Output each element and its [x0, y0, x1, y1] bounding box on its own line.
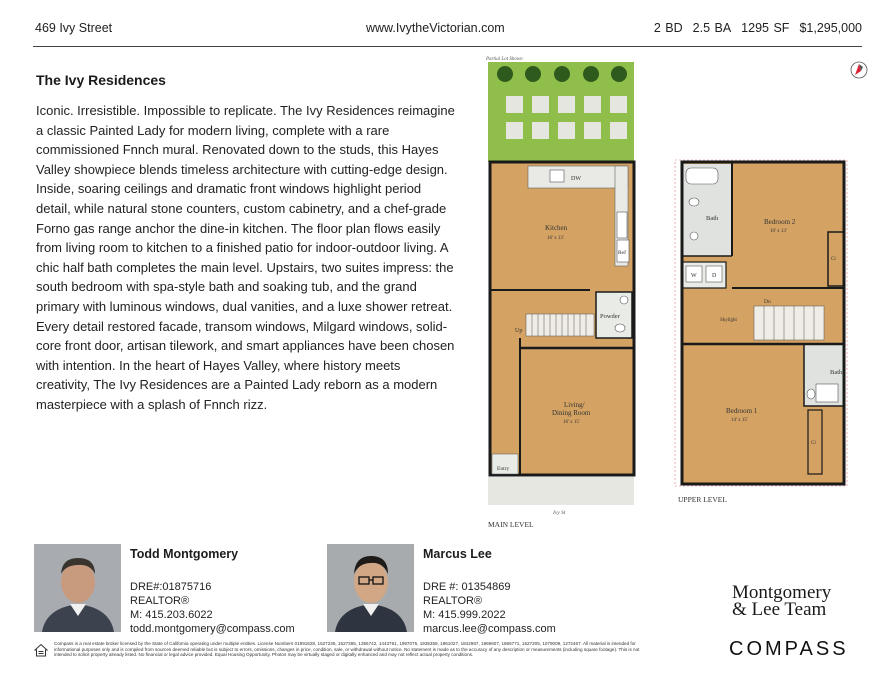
agent-phone-marcus[interactable]: M: 415.999.2022: [423, 609, 506, 621]
brokerage-logo: COMPASS: [729, 638, 849, 660]
living-dim: 16' x 15': [563, 420, 580, 425]
legal-disclaimer: Compass is a real estate broker licensed by the State of California operating under multiple entities. License Numbers 01991628, 1527235, 1527365, 1356742, 1443761, 1997075, 1935359, 1961027, 1842987, 1869607, 1866771, 1527205, 1079009, 1272467. All material is intended for informational purposes only and is compiled from sources deemed reliable but is subject to errors, omissions, changes in price, condition, sale, or withdrawal without notice. No statement is made as to the accuracy of any description or measurements (including square footage). This is not intended to solicit property already listed. No financial or legal advice provided. Equal Housing Opportunity. Photos may be virtually staged or digitally enhanced and may not reflect actual property conditions.: [54, 641, 640, 658]
down-label: Dn: [764, 299, 771, 305]
header-divider: [33, 46, 862, 47]
baths-count: 2.5 BA: [692, 21, 732, 35]
listing-title: The Ivy Residences: [36, 72, 166, 88]
equal-housing-icon: [34, 643, 48, 657]
kitchen-label: Kitchen: [545, 224, 568, 232]
street-label: Ivy St: [553, 510, 566, 516]
team-logo: [732, 584, 831, 618]
agent-name-todd: Todd Montgomery: [130, 547, 239, 561]
sidewalk: [488, 477, 634, 505]
lot-label: Partial Lot Shown: [486, 57, 523, 62]
main-level-label: MAIN LEVEL: [488, 520, 534, 529]
washer-label: W: [691, 273, 697, 279]
agent-phone-todd[interactable]: M: 415.203.6022: [130, 609, 213, 621]
entry-label: Entry: [497, 466, 510, 472]
agent-card-todd: [34, 544, 314, 640]
agent-title-marcus: REALTOR®: [423, 595, 483, 607]
upper-level-label: UPPER LEVEL: [678, 495, 727, 504]
team-name-line2: & Lee Team: [732, 599, 827, 620]
agent-photo-todd: [34, 544, 121, 632]
closet-label: Cl: [831, 257, 836, 262]
listing-description: Iconic. Irresistible. Impossible to replicate. The Ivy Residences reimagine a classic Painted Lady for modern living, complete with a rare commissioned Fnnch mural. Renovated down to the studs, this Hayes Valley showpiece blends timeless architecture with cutting-edge design. Inside, soaring ceilings and dramatic front windows highlight period detail, while natural stone counters, custom cabinetry, and a chef-grade Forno gas range anchor the dine-in kitchen. The floor plan flows easily from living room to kitchen to a finished patio for indoor-outdoor living. A chic half bath completes the main level. Upstairs, two suites impress: the south bedroom with spa-style bath and soaking tub, and the grand primary with luminous windows, dual vanities, and a luxe shower retreat. Every detail restored facade, transom windows, Milgard windows, solid-core front door, artisan tilework, and smart appliances have been chosen with intention. In the heart of Hayes Valley, where history meets creativity, The Ivy Residences are a Painted Lady reborn as a modern masterpiece with a splash of Fnnch rizz.: [36, 103, 455, 412]
dishwasher-label: DW: [571, 176, 581, 182]
floor-plan: [470, 52, 875, 537]
bath2-label: Bath: [830, 369, 843, 376]
living-label: Living/: [564, 401, 585, 409]
property-website[interactable]: www.IvytheVictorian.com: [366, 21, 505, 35]
up-label: Up: [515, 328, 523, 334]
upper-bath-label: Bath: [706, 215, 719, 222]
refrigerator-label: Ref: [618, 250, 626, 256]
dining-label: Dining Room: [552, 409, 591, 417]
main-stairs: [526, 314, 594, 336]
skylight-label: Skylight: [720, 318, 737, 323]
bedroom2-dim: 10' x 13': [770, 229, 787, 234]
agent-name-marcus: Marcus Lee: [423, 547, 492, 561]
team-name-line1: Montgomery: [732, 582, 832, 603]
agent-title-todd: REALTOR®: [130, 595, 190, 607]
bedroom1-dim: 14' x 15': [731, 418, 748, 423]
bedroom2-label: Bedroom 2: [764, 218, 796, 226]
square-footage: 1295 SF: [741, 21, 790, 35]
closet-bedroom1-label: Cl: [811, 441, 816, 446]
property-address: 469 Ivy Street: [35, 21, 113, 35]
listing-price: $1,295,000: [799, 21, 862, 35]
agent-email-marcus[interactable]: marcus.lee@compass.com: [423, 623, 556, 635]
agent-dre-todd: DRE#:01875716: [130, 581, 212, 593]
upper-stairs: [754, 306, 824, 340]
listing-header: [33, 18, 862, 42]
agent-card-marcus: [327, 544, 607, 640]
powder-label: Powder: [600, 313, 620, 320]
kitchen-dim: 16' x 13': [547, 236, 564, 241]
property-stats: [644, 21, 862, 35]
north-compass-icon: [851, 62, 867, 78]
dryer-label: D: [712, 273, 717, 279]
agent-photo-marcus: [327, 544, 414, 632]
bedroom1-label: Bedroom 1: [726, 407, 758, 415]
agent-email-todd[interactable]: todd.montgomery@compass.com: [130, 623, 295, 635]
agent-dre-marcus: DRE #: 01354869: [423, 581, 511, 593]
beds-count: 2 BD: [653, 21, 683, 35]
